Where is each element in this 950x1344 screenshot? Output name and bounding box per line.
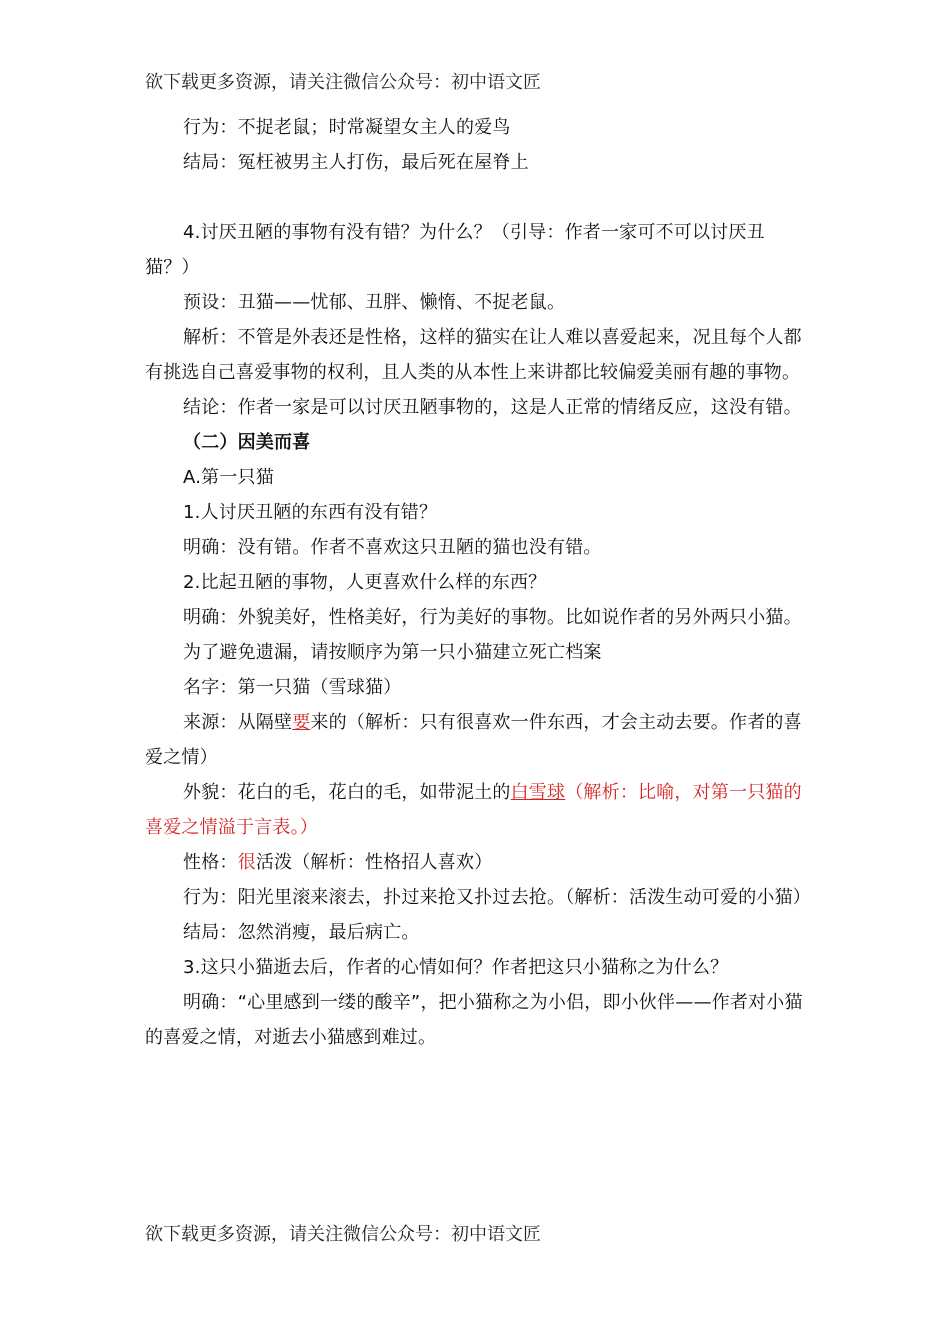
highlight-snowball: 白雪球	[510, 782, 566, 803]
question-3: 3.这只小猫逝去后，作者的心情如何？作者把这只小猫称之为什么？	[183, 957, 729, 978]
source-line	[145, 705, 810, 775]
personality-line	[145, 845, 810, 880]
highlight-yao: 要	[292, 712, 311, 733]
ending-line: 结局：冤枉被男主人打伤，最后死在屋脊上	[183, 152, 529, 173]
answer-3: 明确：“心里感到一缕的酸辛”，把小猫称之为小侣，即小伙伴——作者对小猫的喜爱之情，对逝去小猫感到难过。	[145, 992, 803, 1048]
document-body	[145, 110, 810, 1055]
appearance-text: 外貌：花白的毛，花白的毛，如带泥土的	[183, 782, 511, 803]
question-4: 4.讨厌丑陋的事物有没有错？为什么？（引导：作者一家可不可以讨厌丑猫？）	[145, 222, 765, 278]
personality-label: 性格：	[183, 852, 238, 873]
answer-2: 明确：外貌美好，性格美好，行为美好的事物。比如说作者的另外两只小猫。	[183, 607, 802, 628]
preset-line: 预设：丑猫——忧郁、丑胖、懒惰、不捉老鼠。	[183, 292, 566, 313]
section-heading: （二）因美而喜	[183, 432, 311, 453]
task-instruction: 为了避免遗漏，请按顺序为第一只小猫建立死亡档案	[183, 642, 602, 663]
conclusion-line: 结论：作者一家是可以讨厌丑陋事物的，这是人正常的情绪反应，这没有错。	[183, 397, 802, 418]
appearance-line	[145, 775, 810, 845]
highlight-hen: 很	[237, 852, 256, 873]
blank-line	[145, 180, 810, 215]
subsection-first-cat: A.第一只猫	[183, 467, 274, 488]
question-1: 1.人讨厌丑陋的东西有没有错？	[183, 502, 438, 523]
question-2: 2.比起丑陋的事物，人更喜欢什么样的东西？	[183, 572, 547, 593]
action-line: 行为：阳光里滚来滚去，扑过来抢又扑过去抢。（解析：活泼生动可爱的小猫）	[183, 887, 811, 908]
source-analysis: 来的（解析：只有很喜欢一件东西，才会主动去要。作者的喜爱之情）	[145, 712, 802, 768]
name-line: 名字：第一只猫（雪球猫）	[183, 677, 402, 698]
answer-1: 明确：没有错。作者不喜欢这只丑陋的猫也没有错。	[183, 537, 602, 558]
page-footer-watermark: 欲下载更多资源，请关注微信公众号：初中语文匠	[145, 1224, 541, 1245]
appearance-analysis: （解析：比喻，对第一只猫的喜爱之情溢于言表。）	[145, 782, 802, 838]
fate-line: 结局：忽然消瘦，最后病亡。	[183, 922, 420, 943]
page-header-watermark: 欲下载更多资源，请关注微信公众号：初中语文匠	[145, 72, 541, 93]
source-text: 来源：从隔壁	[183, 712, 293, 733]
behavior-line: 行为：不捉老鼠；时常凝望女主人的爱鸟	[183, 117, 511, 138]
personality-text: 活泼（解析：性格招人喜欢）	[255, 852, 493, 873]
analysis-line: 解析：不管是外表还是性格，这样的猫实在让人难以喜爱起来，况且每个人都有挑选自己喜爱事物的权利，且人类的从本性上来讲都比较偏爱美丽有趣的事物。	[145, 327, 802, 383]
